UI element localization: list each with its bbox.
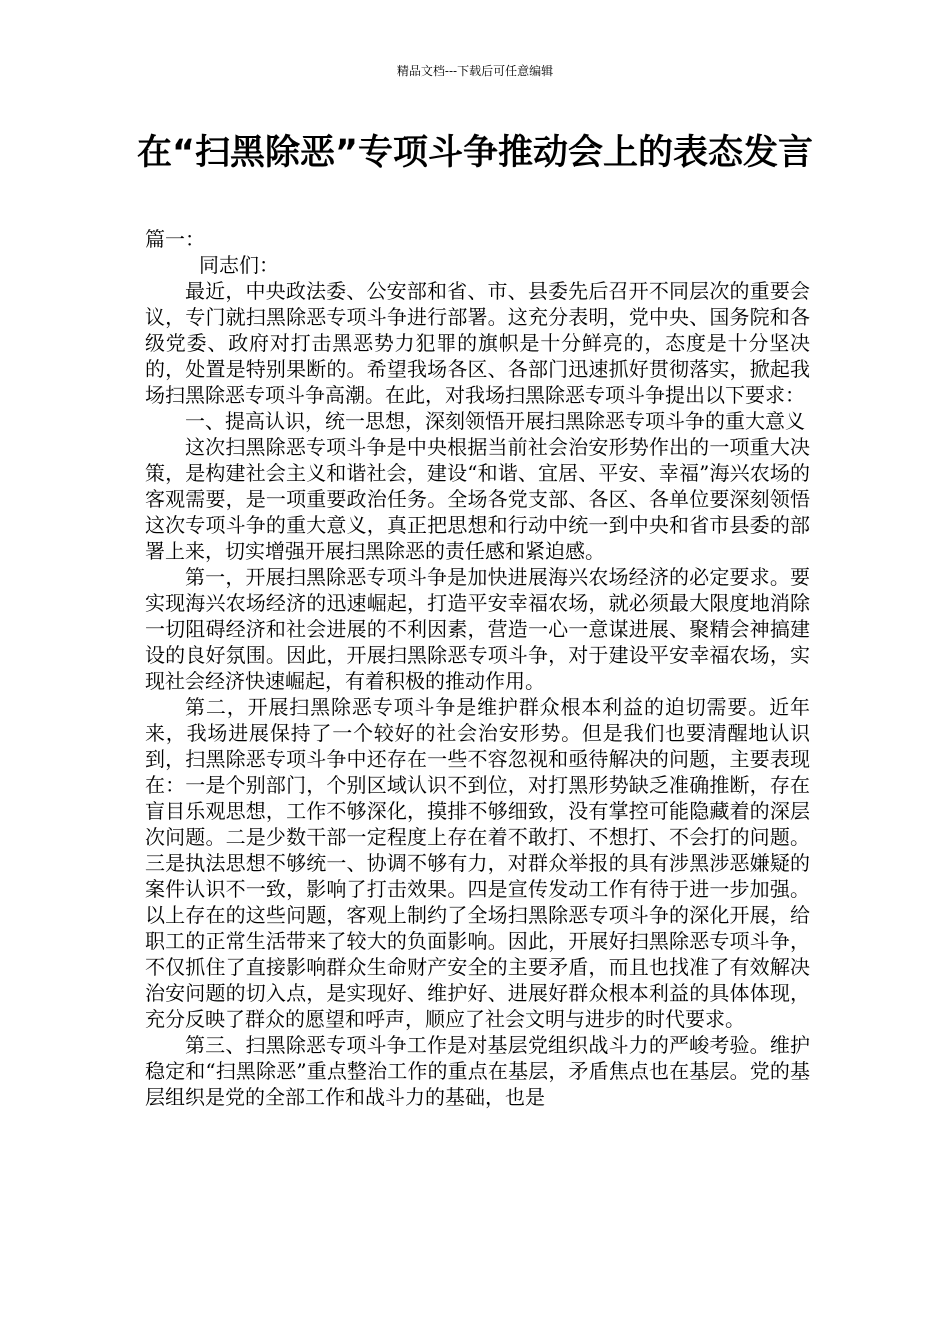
header-note: 精品文档---下载后可任意编辑 [396, 64, 554, 78]
paragraph-first: 第一，开展扫黑除恶专项斗争是加快进展海兴农场经济的必定要求。要实现海兴农场经济的迅速崛起，打造平安幸福农场，就必须最大限度地消除一切阻碍经济和社会进展的不利因素，营造一心一意谋进展、聚精会神搞建设的良好氛围。因此，开展扫黑除恶专项斗争，对于建设平安幸福农场，实现社会经济快速崛起，有着积极的推动作用。 [145, 565, 810, 693]
paragraph-third: 第三、扫黑除恶专项斗争工作是对基层党组织战斗力的严峻考验。维护稳定和“扫黑除恶”重点整治工作的重点在基层，矛盾焦点也在基层。党的基层组织是党的全部工作和战斗力的基础，也是 [145, 1033, 810, 1109]
paragraph-intro: 最近，中央政法委、公安部和省、市、县委先后召开不同层次的重要会议，专门就扫黑除恶专项斗争进行部署。这充分表明，党中央、国务院和各级党委、政府对打击黑恶势力犯罪的旗帜是十分鲜亮的，态度是十分坚决的，处置是特别果断的。希望我场各区、各部门迅速抓好贯彻落实，掀起我场扫黑除恶专项斗争高潮。在此，对我场扫黑除恶专项斗争提出以下要求： [145, 279, 810, 407]
heading-one: 一、提高认识，统一思想，深刻领悟开展扫黑除恶专项斗争的重大意义 [185, 409, 805, 433]
document-title: 在“扫黑除恶”专项斗争推动会上的表态发言 [136, 133, 813, 173]
section-label: 篇一： [145, 227, 205, 251]
paragraph-second: 第二，开展扫黑除恶专项斗争是维护群众根本利益的迫切需要。近年来，我场进展保持了一个较好的社会治安形势。但是我们也要清醒地认识到，扫黑除恶专项斗争中还存在一些不容忽视和亟待解决的问题，主要表现在：一是个别部门，个别区域认识不到位，对打黑形势缺乏准确推断，存在盲目乐观思想，工作不够深化，摸排不够细致，没有掌控可能隐藏着的深层次问题。二是少数干部一定程度上存在着不敢打、不想打、不会打的问题。三是执法思想不够统一、协调不够有力，对群众举报的具有涉黑涉恶嫌疑的案件认识不一致，影响了打击效果。四是宣传发动工作有待于进一步加强。以上存在的这些问题，客观上制约了全场扫黑除恶专项斗争的深化开展，给职工的正常生活带来了较大的负面影响。因此，开展好扫黑除恶专项斗争，不仅抓住了直接影响群众生命财产安全的主要矛盾，而且也找准了有效解决治安问题的切入点，是实现好、维护好、进展好群众根本利益的具体体现，充分反映了群众的愿望和呼声，顺应了社会文明与进步的时代要求。 [145, 695, 810, 1031]
document-body [145, 226, 810, 1110]
paragraph-significance: 这次扫黑除恶专项斗争是中央根据当前社会治安形势作出的一项重大决策，是构建社会主义和谐社会，建设“和谐、宜居、平安、幸福”海兴农场的客观需要，是一项重要政治任务。全场各党支部、各区、各单位要深刻领悟这次专项斗争的重大意义，真正把思想和行动中统一到中央和省市县委的部署上来，切实增强开展扫黑除恶的责任感和紧迫感。 [145, 435, 810, 563]
salutation: 同志们： [199, 253, 279, 277]
